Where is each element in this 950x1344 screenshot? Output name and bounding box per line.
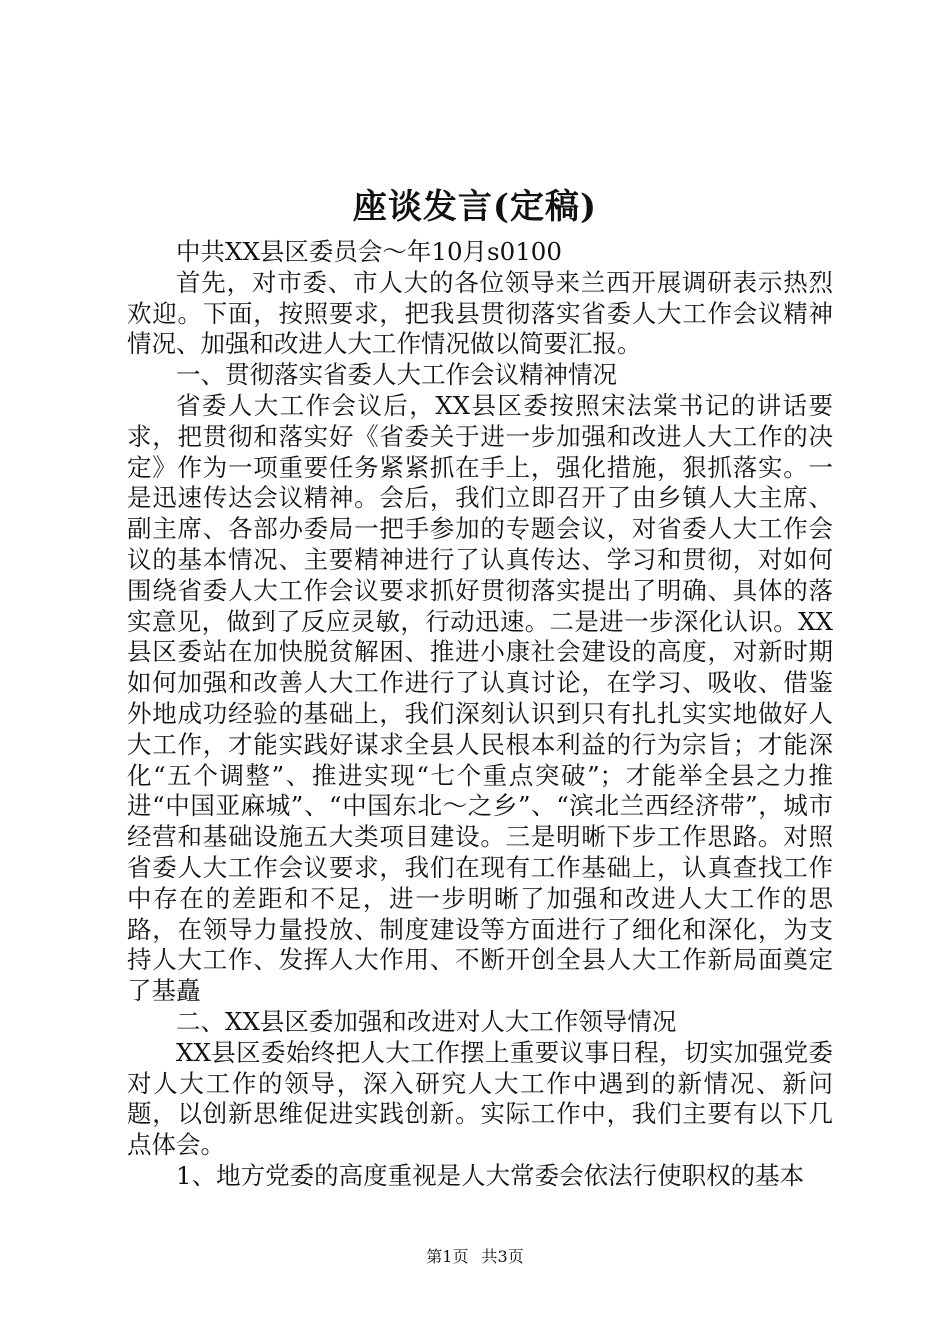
document-paragraph: 中共XX县区委员会～年10月s0100 bbox=[176, 237, 562, 266]
document-paragraph: 首先，对市委、市人大的各位领导来兰西开展调研表示热烈欢迎。下面，按照要求，把我县贯彻落实省委人大工作会议精神情况、加强和改进人大工作情况做以简要汇报。 bbox=[127, 267, 833, 359]
section-heading: 二、XX县区委加强和改进对人大工作领导情况 bbox=[176, 1006, 677, 1036]
document-paragraph: 1、地方党委的高度重视是人大常委会依法行使职权的基本 bbox=[176, 1160, 805, 1190]
page-total: 共3页 bbox=[481, 1247, 524, 1266]
document-paragraph: 省委人大工作会议后，XX县区委按照宋法棠书记的讲话要求，把贯彻和落实好《省委关于进一步加强和改进人大工作的决定》作为一项重要任务紧紧抓在手上，强化措施，狠抓落实。一是迅速传达会议精神。会后，我们立即召开了由乡镇人大主席、副主席、各部办委局一把手参加的专题会议，对省委人大工作会议的基本情况、主要精神进行了认真传达、学习和贯彻，对如何围绕省委人大工作会议要求抓好贯彻落实提出了明确、具体的落实意见，做到了反应灵敏，行动迅速。二是进一步深化认识。XX县区委站在加快脱贫解困、推进小康社会建设的高度，对新时期如何加强和改善人大工作进行了认真讨论，在学习、吸收、借鉴外地成功经验的基础上，我们深刻认识到只有扎扎实实地做好人大工作，才能实践好谋求全县人民根本利益的行为宗旨；才能深化“五个调整”、推进实现“七个重点突破”；才能举全县之力推进“中国亚麻城”、“中国东北～之乡”、“滨北兰西经济带”，城市经营和基础设施五大类项目建设。三是明晰下步工作思路。对照省委人大工作会议要求，我们在现有工作基础上，认真查找工作中存在的差距和不足，进一步明晰了加强和改进人大工作的思路，在领导力量投放、制度建设等方面进行了细化和深化，为支持人大工作、发挥人大作用、不断开创全县人大工作新局面奠定了基矗 bbox=[127, 390, 833, 1006]
document-title: 座谈发言(定稿) bbox=[352, 187, 598, 227]
section-heading: 一、贯彻落实省委人大工作会议精神情况 bbox=[176, 360, 617, 390]
document-paragraph: XX县区委始终把人大工作摆上重要议事日程，切实加强党委对人大工作的领导，深入研究人大工作中遇到的新情况、新问题，以创新思维促进实践创新。实际工作中，我们主要有以下几点体会。 bbox=[127, 1037, 833, 1160]
page-number: 第1页 bbox=[426, 1247, 469, 1266]
page-footer bbox=[0, 1246, 950, 1268]
document-body bbox=[127, 237, 833, 1192]
